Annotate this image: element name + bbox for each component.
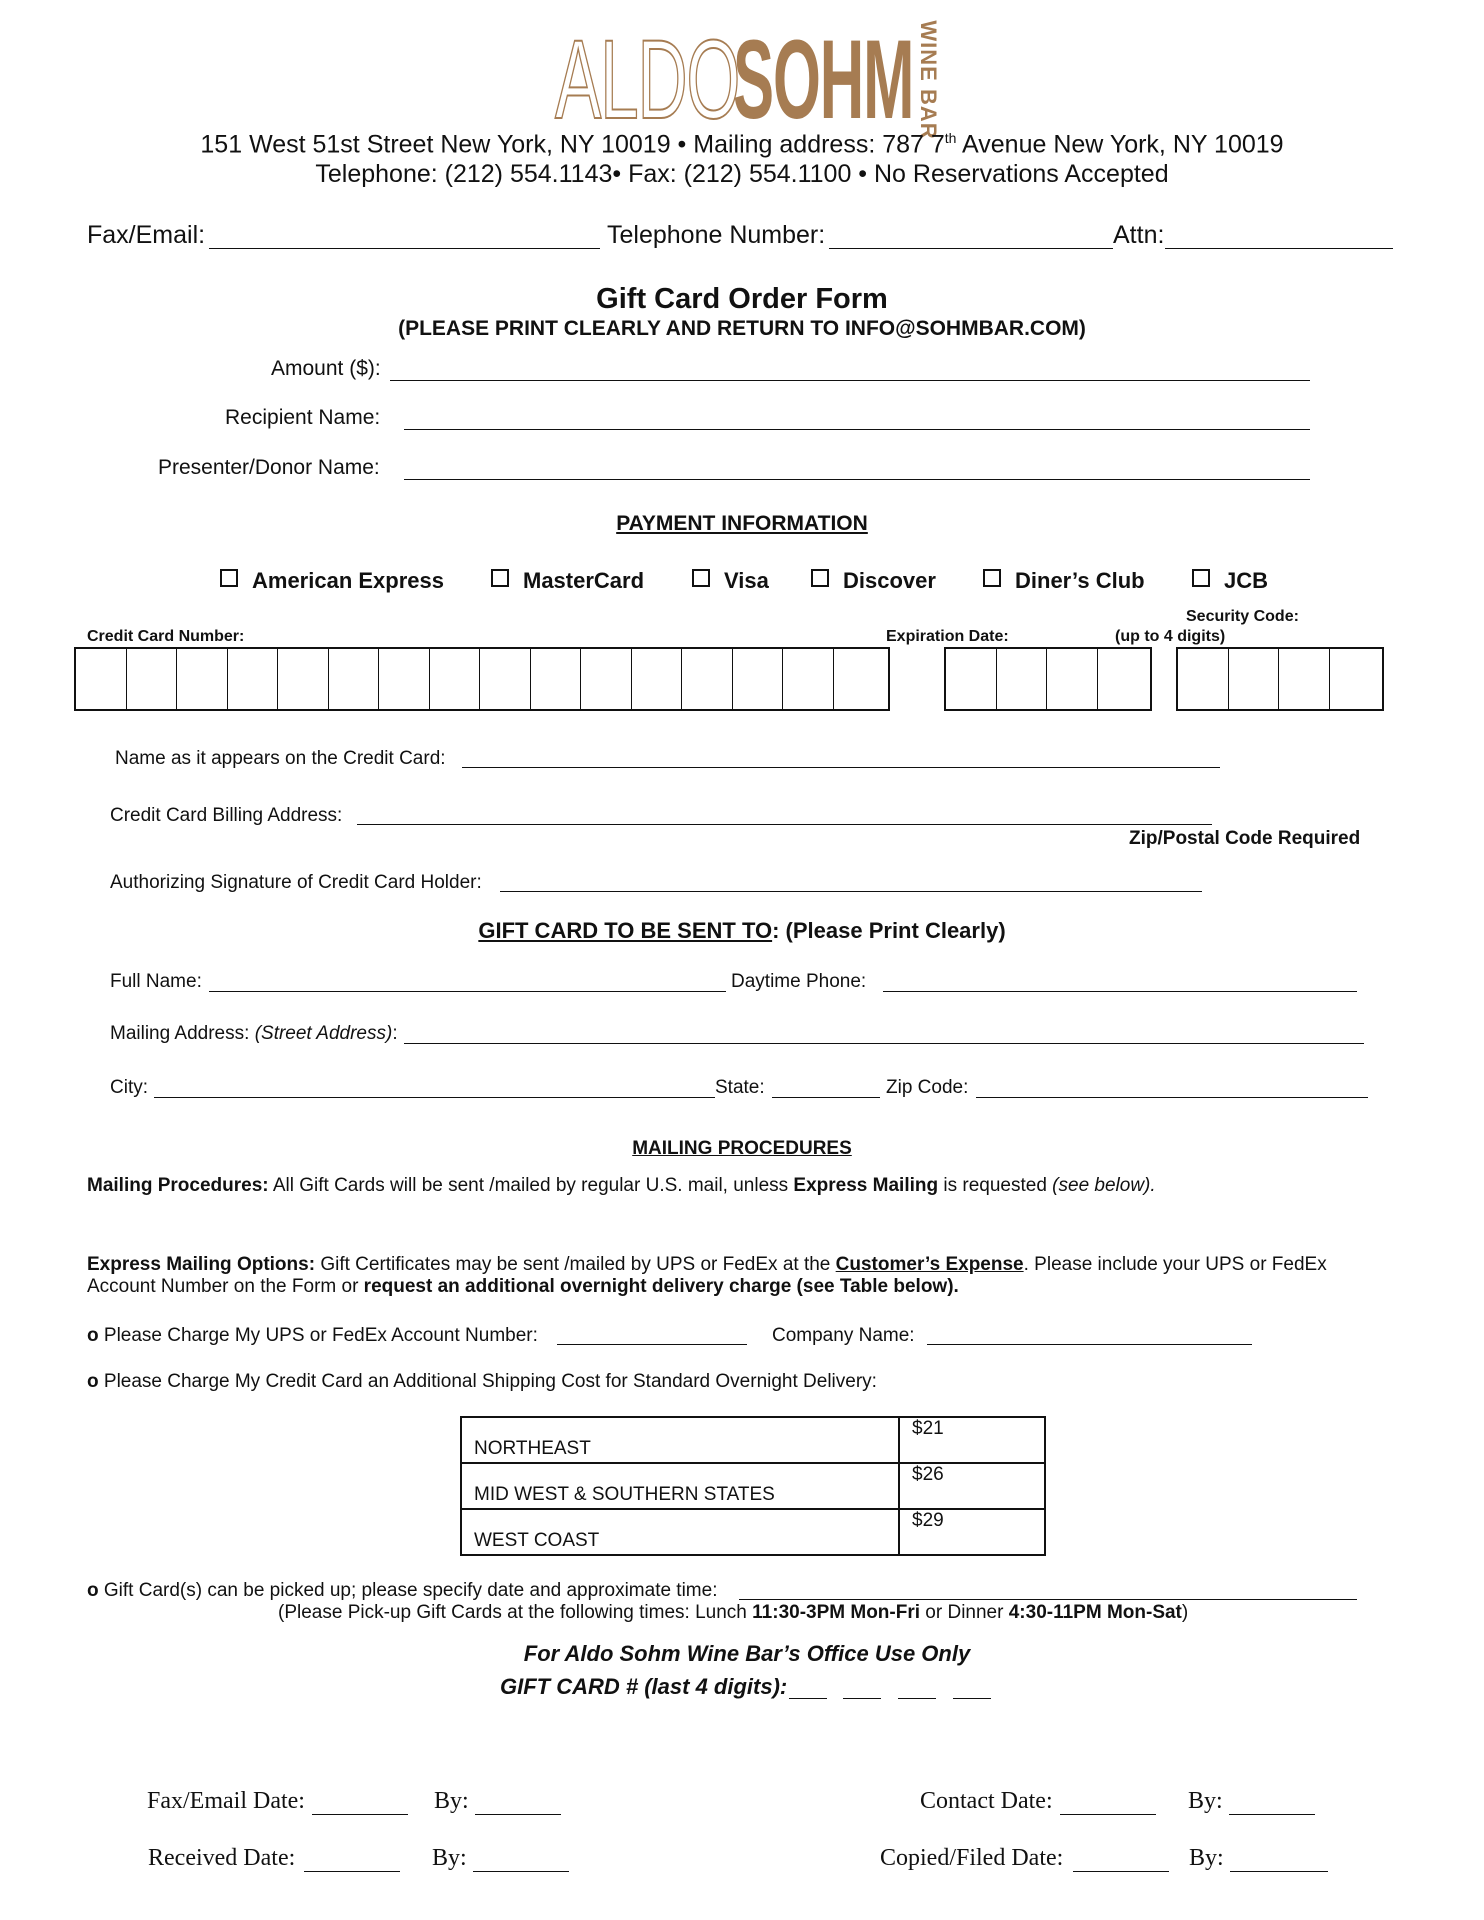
- form-title: Gift Card Order Form: [596, 283, 888, 315]
- recipient-label: Recipient Name:: [225, 406, 381, 429]
- checkbox-icon[interactable]: [1192, 569, 1210, 587]
- card-discover[interactable]: Discover: [811, 568, 936, 594]
- security-digits-label: (up to 4 digits): [1115, 628, 1226, 645]
- gift-card-digit-1[interactable]: [789, 1698, 827, 1699]
- by-label: By:: [432, 1845, 467, 1871]
- received-date-label: Received Date:: [148, 1845, 296, 1871]
- table-row: [461, 1463, 1045, 1509]
- copied-filed-by-field[interactable]: [1230, 1871, 1328, 1872]
- mailing-address-field[interactable]: [404, 1043, 1364, 1044]
- fax-email-field[interactable]: [209, 248, 600, 249]
- card-visa[interactable]: Visa: [692, 568, 769, 594]
- company-name-label: Company Name:: [772, 1325, 915, 1346]
- payment-heading: PAYMENT INFORMATION: [616, 512, 868, 535]
- region-cell: WEST COAST: [461, 1509, 899, 1555]
- region-cell: NORTHEAST: [461, 1417, 899, 1463]
- express-options-text: Express Mailing Options: Gift Certificates may be sent /mailed by UPS or FedEx at the Customer’s Expense. Please include your UPS or FedEx Account Number on the Form or request an additional overnight delivery charge (see Table below).: [87, 1254, 1327, 1297]
- copied-filed-date-label: Copied/Filed Date:: [880, 1845, 1064, 1871]
- name-on-card-label: Name as it appears on the Credit Card:: [115, 748, 446, 769]
- shipping-table: [460, 1416, 1046, 1556]
- contact-date-field[interactable]: [1060, 1814, 1156, 1815]
- card-diners[interactable]: Diner’s Club: [983, 568, 1145, 594]
- city-field[interactable]: [154, 1097, 715, 1098]
- form-subtitle: (PLEASE PRINT CLEARLY AND RETURN TO INFO@SOHMBAR.COM): [398, 317, 1086, 340]
- attn-field[interactable]: [1165, 248, 1393, 249]
- daytime-phone-field[interactable]: [883, 991, 1357, 992]
- phone-line: Telephone: (212) 554.1143• Fax: (212) 554.1100 • No Reservations Accepted: [315, 160, 1169, 188]
- checkbox-icon[interactable]: [692, 569, 710, 587]
- charge-account-option[interactable]: o Please Charge My UPS or FedEx Account Number:: [87, 1325, 538, 1346]
- by-label: By:: [1189, 1845, 1224, 1871]
- zip-required-note: Zip/Postal Code Required: [1129, 828, 1361, 849]
- mailing-procedures-text: Mailing Procedures: All Gift Cards will be sent /mailed by regular U.S. mail, unless Express Mailing is requested (see below).: [87, 1175, 1156, 1196]
- mailing-address-label: Mailing Address: (Street Address):: [110, 1023, 398, 1044]
- expiration-label: Expiration Date:: [886, 628, 1009, 645]
- received-date-field[interactable]: [304, 1871, 400, 1872]
- security-grid[interactable]: [1176, 647, 1384, 711]
- checkbox-icon[interactable]: [491, 569, 509, 587]
- option-marker: o: [87, 1371, 99, 1392]
- address-line: 151 West 51st Street New York, NY 10019 • Mailing address: 787 7th Avenue New York, NY 10019: [200, 130, 1284, 159]
- cc-number-label: Credit Card Number:: [87, 628, 245, 645]
- zip-field[interactable]: [976, 1097, 1368, 1098]
- gift-card-digit-4[interactable]: [953, 1698, 991, 1699]
- gift-card-digit-3[interactable]: [898, 1698, 936, 1699]
- logo-sohm: SOHM: [733, 17, 914, 142]
- attn-label: Attn:: [1113, 221, 1165, 249]
- table-row: [461, 1509, 1045, 1555]
- fax-email-date-field[interactable]: [312, 1814, 408, 1815]
- amount-label: Amount ($):: [271, 357, 381, 380]
- region-cell: MID WEST & SOUTHERN STATES: [461, 1463, 899, 1509]
- checkbox-icon[interactable]: [220, 569, 238, 587]
- received-by-field[interactable]: [473, 1871, 569, 1872]
- table-row: [461, 1417, 1045, 1463]
- price-cell: $21: [899, 1417, 1045, 1463]
- gift-card-digit-2[interactable]: [843, 1698, 881, 1699]
- account-number-field[interactable]: [557, 1344, 747, 1345]
- contact-date-label: Contact Date:: [920, 1788, 1053, 1814]
- option-marker: o: [87, 1580, 99, 1601]
- presenter-label: Presenter/Donor Name:: [158, 456, 380, 479]
- name-on-card-field[interactable]: [462, 767, 1220, 768]
- signature-label: Authorizing Signature of Credit Card Holder:: [110, 872, 482, 893]
- office-use-title: For Aldo Sohm Wine Bar’s Office Use Only: [523, 1641, 971, 1666]
- telephone-field[interactable]: [829, 248, 1113, 249]
- price-cell: $26: [899, 1463, 1045, 1509]
- logo-aldo: ALDO: [555, 17, 740, 142]
- daytime-phone-label: Daytime Phone:: [731, 971, 867, 992]
- contact-by-field[interactable]: [1229, 1814, 1315, 1815]
- pickup-option[interactable]: o Gift Card(s) can be picked up; please specify date and approximate time:: [87, 1580, 718, 1601]
- full-name-field[interactable]: [209, 991, 726, 992]
- mailing-heading: MAILING PROCEDURES: [632, 1138, 852, 1159]
- pickup-time-field[interactable]: [739, 1599, 1357, 1600]
- checkbox-icon[interactable]: [811, 569, 829, 587]
- gift-card-number-label: GIFT CARD # (last 4 digits):: [500, 1674, 788, 1699]
- by-label: By:: [434, 1788, 469, 1814]
- option-marker: o: [87, 1325, 99, 1346]
- zip-label: Zip Code:: [886, 1077, 969, 1098]
- price-cell: $29: [899, 1509, 1045, 1555]
- expiration-grid[interactable]: [944, 647, 1152, 711]
- by-label: By:: [1188, 1788, 1223, 1814]
- telephone-label: Telephone Number:: [607, 221, 826, 249]
- security-code-label: Security Code:: [1186, 608, 1299, 625]
- city-label: City:: [110, 1077, 148, 1098]
- card-jcb[interactable]: JCB: [1192, 568, 1268, 594]
- amount-field[interactable]: [390, 380, 1310, 381]
- fax-email-by-field[interactable]: [475, 1814, 561, 1815]
- state-field[interactable]: [772, 1097, 880, 1098]
- logo-winebar: WINE BAR: [916, 20, 941, 140]
- billing-address-label: Credit Card Billing Address:: [110, 805, 343, 826]
- full-name-label: Full Name:: [110, 971, 202, 992]
- card-mastercard[interactable]: MasterCard: [491, 568, 644, 594]
- cc-number-grid[interactable]: [74, 647, 890, 711]
- send-to-heading: GIFT CARD TO BE SENT TO: (Please Print Clearly): [478, 918, 1006, 943]
- copied-filed-date-field[interactable]: [1073, 1871, 1169, 1872]
- charge-card-option[interactable]: o Please Charge My Credit Card an Additional Shipping Cost for Standard Overnight Delivery:: [87, 1371, 877, 1392]
- recipient-field[interactable]: [404, 429, 1310, 430]
- presenter-field[interactable]: [404, 479, 1310, 480]
- signature-field[interactable]: [500, 891, 1202, 892]
- fax-email-label: Fax/Email:: [87, 221, 206, 249]
- billing-address-field[interactable]: [357, 824, 1212, 825]
- card-amex[interactable]: American Express: [220, 568, 444, 594]
- company-name-field[interactable]: [927, 1344, 1252, 1345]
- checkbox-icon[interactable]: [983, 569, 1001, 587]
- pickup-note: (Please Pick-up Gift Cards at the following times: Lunch 11:30-3PM Mon-Fri or Dinner 4:30-11PM Mon-Sat): [278, 1602, 1189, 1623]
- fax-email-date-label: Fax/Email Date:: [147, 1788, 305, 1814]
- state-label: State:: [715, 1077, 765, 1098]
